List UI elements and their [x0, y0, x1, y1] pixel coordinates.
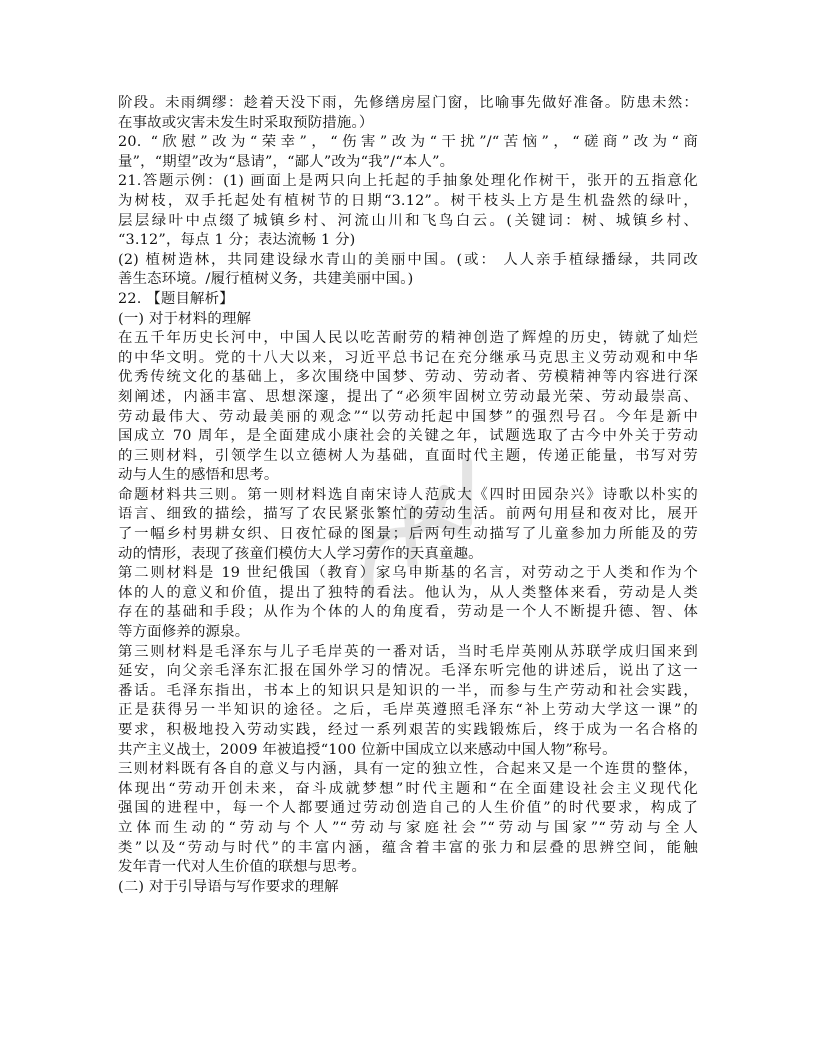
- text-line: 类”以及“劳动与时代”的丰富内涵，蕴含着丰富的张力和层叠的思辨空间，能触: [118, 839, 698, 856]
- text-line: 刻阐述，内涵丰富、思想深邃，提出了“必须牢固树立劳动最光荣、劳动最崇高、: [118, 388, 698, 405]
- text-line: 了一幅乡村男耕女织、日夜忙碌的图景；后两句生动描写了儿童参加力所能及的劳: [118, 526, 698, 543]
- text-line: 第三则材料是毛泽东与儿子毛岸英的一番对话，当时毛岸英刚从苏联学成归国来到: [118, 643, 698, 660]
- document-page: [118, 94, 698, 897]
- text-line: 动与人生的感悟和思考。: [118, 467, 279, 484]
- text-line: 共产主义战士，2009 年被追授“100 位新中国成立以来感动中国人物”称号。: [118, 741, 617, 758]
- text-line: 存在的基础和手段；从作为个体的人的角度看，劳动是一个人不断提升德、智、体: [118, 604, 698, 621]
- text-line: 第二则材料是 19 世纪俄国（教育）家乌申斯基的名言，对劳动之于人类和作为个: [118, 565, 698, 582]
- text-line: 正是获得另一半知识的途径。之后，毛岸英遵照毛泽东“补上劳动大学这一课”的: [118, 702, 698, 719]
- text-line: 21.答题示例：(1) 画面上是两只向上托起的手抽象处理化作树干，张开的五指意化: [118, 173, 698, 190]
- text-line: 的三则材料，引领学生以立德树人为基础，直面时代主题，传递正能量，书写对劳: [118, 447, 698, 464]
- text-line: 劳动最伟大、劳动最美丽的观念”“以劳动托起中国梦”的强烈号召。今年是新中: [118, 408, 698, 425]
- text-line: 阶段。未雨绸缪：趁着天没下雨，先修缮房屋门窗，比喻事先做好准备。防患未然：: [118, 95, 698, 111]
- text-line: 在事故或灾害未发生时采取预防措施。）: [118, 114, 374, 131]
- text-line: (2) 植树造林，共同建设绿水青山的美丽中国。(或： 人人亲手植绿播绿，共同改: [118, 251, 698, 268]
- text-line: 立体而生动的“劳动与个人”“劳动与家庭社会”“劳动与国家”“劳动与全人: [118, 819, 698, 836]
- text-line: “3.12”，每点 1 分；表达流畅 1 分): [118, 232, 356, 249]
- text-line: 体的人的意义和价值，提出了独特的看法。他认为，从人类整体来看，劳动是人类: [118, 584, 698, 601]
- text-line: 动的情形，表现了孩童们模仿大人学习劳作的天真童趣。: [118, 545, 483, 562]
- text-line: 要求，积极地投入劳动实践，经过一系列艰苦的实践锻炼后，终于成为一名合格的: [118, 722, 698, 738]
- text-line: 量”，“期望”改为“恳请”，“鄙人”改为“我”/“本人”。: [118, 153, 455, 170]
- text-line: (二) 对于引导语与写作要求的理解: [118, 878, 339, 895]
- text-line: 番话。毛泽东指出，书本上的知识只是知识的一半，而参与生产劳动和社会实践，: [118, 682, 698, 699]
- text-line: 20. “欣慰”改为“荣幸”，“伤害”改为“干扰”/“苦恼”，“磋商”改为“商: [118, 134, 698, 151]
- text-line: 发年青一代对人生价值的联想与思考。: [118, 859, 367, 876]
- text-line: 三则材料既有各自的意义与内涵，具有一定的独立性，合起来又是一个连贯的整体，: [118, 761, 698, 778]
- text-line: 延安，向父亲毛泽东汇报在国外学习的情况。毛泽东听完他的讲述后，说出了这一: [118, 663, 698, 680]
- text-line: 在五千年历史长河中，中国人民以吃苦耐劳的精神创造了辉煌的历史，铸就了灿烂: [118, 330, 698, 347]
- text-line: 体现出“劳动开创未来，奋斗成就梦想”时代主题和“在全面建设社会主义现代化: [118, 780, 698, 797]
- text-line: 国成立 70 周年，是全面建成小康社会的关键之年，试题选取了古今中外关于劳动: [118, 428, 698, 445]
- text-line: 强国的进程中，每一个人都要通过劳动创造自己的人生价值”的时代要求，构成了: [118, 800, 698, 817]
- text-line: (一) 对于材料的理解: [118, 310, 252, 327]
- text-line: 22. 【题目解析】: [118, 290, 234, 307]
- text-line: 层层绿叶中点缀了城镇乡村、河流山川和飞鸟白云。(关键词：树、城镇乡村、: [118, 212, 698, 229]
- text-line: 的中华文明。党的十八大以来，习近平总书记在充分继承马克思主义劳动观和中华: [118, 349, 698, 366]
- text-line: 为树枝，双手托起处有植树节的日期“3.12”。树干枝头上方是生机盎然的绿叶，: [118, 192, 698, 209]
- text-line: 语言、细致的描绘，描写了农民紧张繁忙的劳动生活。前两句用昼和夜对比，展开: [118, 506, 698, 523]
- text-line: 善生态环境。/履行植树义务，共建美丽中国。): [118, 271, 414, 288]
- text-line: 优秀传统文化的基础上，多次围绕中国梦、劳动、劳动者、劳模精神等内容进行深: [118, 369, 698, 386]
- text-line: 等方面修养的源泉。: [118, 624, 250, 641]
- text-line: 命题材料共三则。第一则材料选自南宋诗人范成大《四时田园杂兴》诗歌以朴实的: [118, 486, 698, 503]
